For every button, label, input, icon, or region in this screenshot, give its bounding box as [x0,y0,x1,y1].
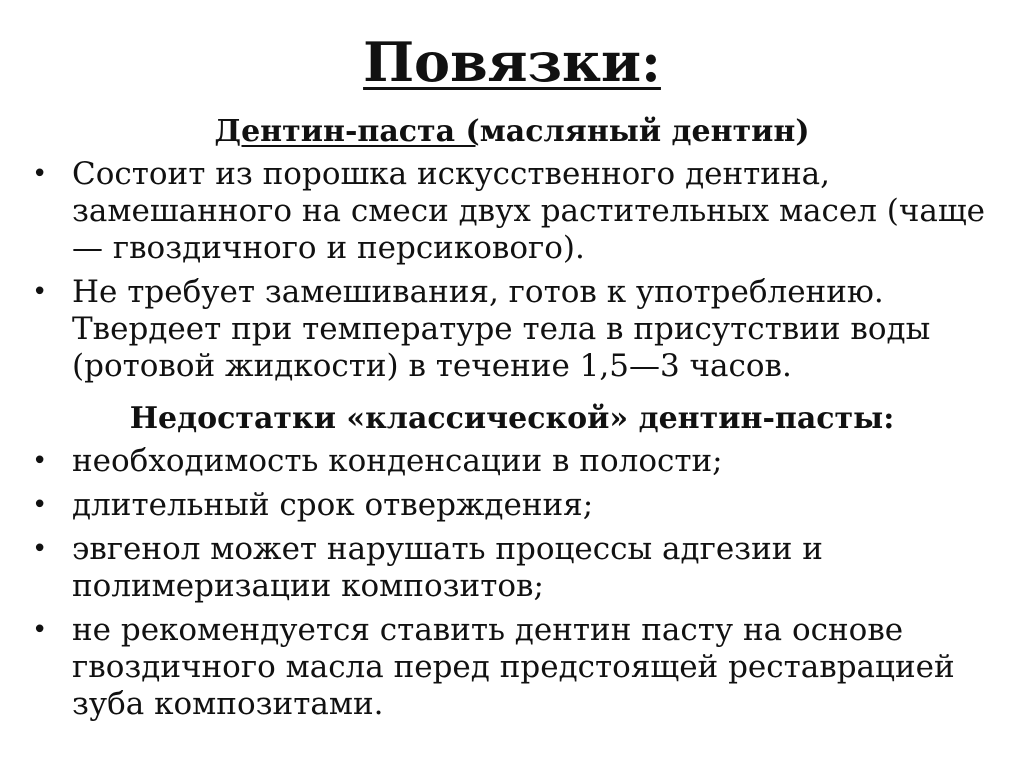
bullet: • [32,446,48,476]
section-heading-disadvantages: Недостатки «классической» дентин-пасты: [129,401,895,436]
bullet: • [32,534,48,564]
list-item-text: Не требует замешивания, готов к употреблению. Твердеет при температуре тела в присутствии воды (ротовой жидкости) в течение 1,5—3 часов. [72,274,931,384]
section-heading-part1: Дентин-паста ( [214,114,480,149]
list-item [0,612,1000,723]
slide-title: Повязки: [363,30,661,94]
list-item [0,274,1000,385]
list-item [0,487,1000,524]
properties-list [0,156,1000,392]
section-heading-dentin-paste [0,113,1024,151]
list-item [0,443,1000,480]
list-item [0,531,1000,605]
list-item-text: необходимость конденсации в полости; [72,443,723,479]
bullet: • [32,490,48,520]
bullet: • [32,159,48,189]
list-item-text: эвгенол может нарушать процессы адгезии и полимеризации композитов; [72,531,823,604]
disadvantages-list [0,443,1000,730]
bullet: • [32,615,48,645]
section-heading-part2: масляный дентин) [479,114,810,149]
list-item-text: не рекомендуется ставить дентин пасту на основе гвоздичного масла перед предстоящей реставрацией зуба композитами. [72,612,955,722]
list-item [0,156,1000,267]
list-item-text: Состоит из порошка искусственного дентина, замешанного на смеси двух растительных масел (чаще — гвоздичного и персикового). [72,156,986,266]
list-item-text: длительный срок отверждения; [72,487,594,523]
bullet: • [32,277,48,307]
